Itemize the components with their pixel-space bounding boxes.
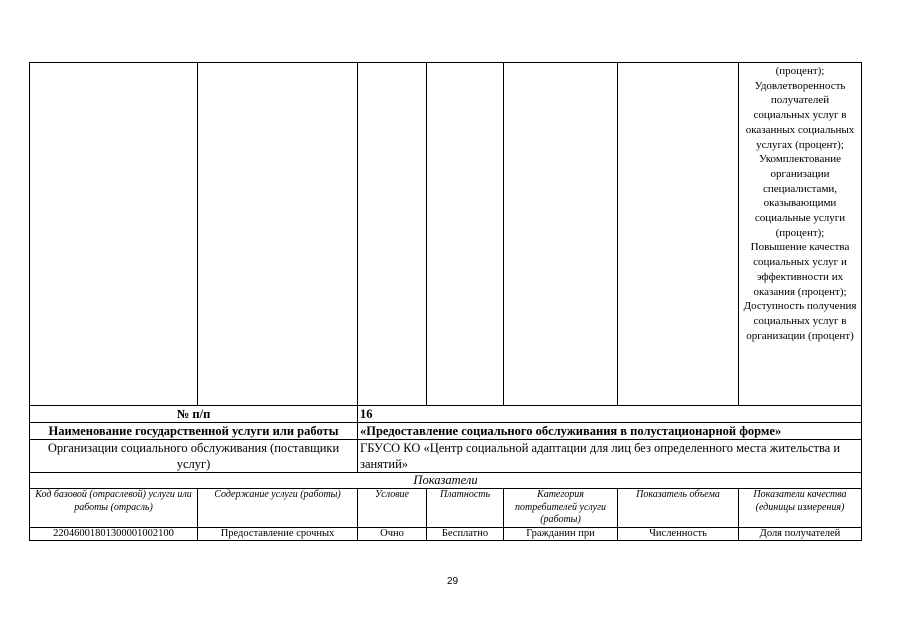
provider-label: Организации социального обслуживания (поставщики услуг)	[30, 440, 358, 473]
column-header: Код базовой (отраслевой) услуги или работы (отрасль)	[30, 489, 198, 528]
table-cell: Бесплатно	[427, 527, 504, 540]
column-header: Категория потребителей услуги (работы)	[504, 489, 618, 528]
table-cell: Очно	[358, 527, 427, 540]
column-header: Показатель объема	[618, 489, 739, 528]
indicators-label: Показатели	[30, 473, 862, 489]
table-cell: Доля получателей	[739, 527, 862, 540]
continuation-text: (процент); Удовлетворенность получателей социальных услуг в оказанных социальных услугах (процент); Укомплектование организации специалистами, оказывающими социальные услуги (процент); Повышение качества социальных услуг и эффективности их оказания (процент); Доступность получения социальных услуг в организации (процент)	[743, 65, 857, 342]
number-label: № п/п	[30, 406, 358, 423]
number-value: 16	[358, 406, 862, 423]
table-cell: Предоставление срочных	[198, 527, 358, 540]
table-cell: Численность	[618, 527, 739, 540]
page-number: 29	[446, 576, 459, 587]
continuation-quality-text	[739, 63, 862, 406]
column-header: Платность	[427, 489, 504, 528]
column-header: Условие	[358, 489, 427, 528]
column-header-row	[30, 489, 862, 528]
services-table	[29, 62, 862, 541]
service-name-label: Наименование государственной услуги или работы	[30, 423, 358, 440]
column-header: Показатели качества (единицы измерения)	[739, 489, 862, 528]
table-row	[30, 527, 862, 540]
number-row	[30, 406, 862, 423]
column-header: Содержание услуги (работы)	[198, 489, 358, 528]
service-name-value: «Предоставление социального обслуживания в полустационарной форме»	[358, 423, 862, 440]
indicators-row	[30, 473, 862, 489]
continuation-row	[30, 63, 862, 406]
table-cell: 22046001801300001002100	[30, 527, 198, 540]
service-name-row	[30, 423, 862, 440]
table-cell: Гражданин при	[504, 527, 618, 540]
provider-row	[30, 440, 862, 473]
provider-value: ГБУСО КО «Центр социальной адаптации для лиц без определенного места жительства и занятий»	[358, 440, 862, 473]
